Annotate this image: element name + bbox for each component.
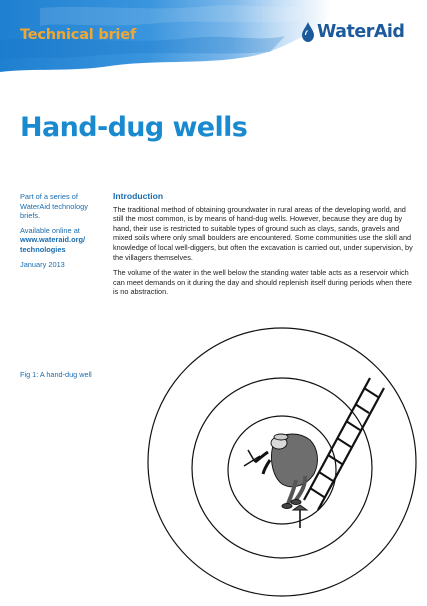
wateraid-logo[interactable] [301,18,404,46]
main-content [113,192,413,303]
paragraph: The volume of the water in the well below the standing water table acts as a reservoir which can meet demands on it during the day and should replenish itself during periods when there is no abstraction. [113,268,412,297]
logo-text: WaterAid [317,22,405,42]
header-label: Technical brief [20,27,137,43]
section-heading: Introduction [113,191,164,201]
publication-date: January 2013 [20,259,65,269]
page-title: Hand-dug wells [20,112,248,143]
water-drop-icon [301,21,315,43]
figure-caption: Fig 1: A hand-dug well [20,370,92,379]
url-line2[interactable]: technologies [20,244,66,254]
availability-note [20,226,110,255]
series-note: Part of a series of WaterAid technology briefs. [20,192,88,221]
paragraph: The traditional method of obtaining groundwater in rural areas of the developing world, and still the most common, is by means of hand-dug wells. However, because they are dug by hand, their use is restricted to suitable types of ground such as clays, sands, gravels and mixed soils where only small boulders are encountered. Some communities use the skill and knowledge of local well-diggers, but often the excavation is carried out, under supervision, by the villagers themselves. [113,204,413,262]
url-line1[interactable]: www.wateraid.org/ [20,235,86,245]
available-text: Available online at [20,225,80,235]
sidebar [20,192,110,274]
